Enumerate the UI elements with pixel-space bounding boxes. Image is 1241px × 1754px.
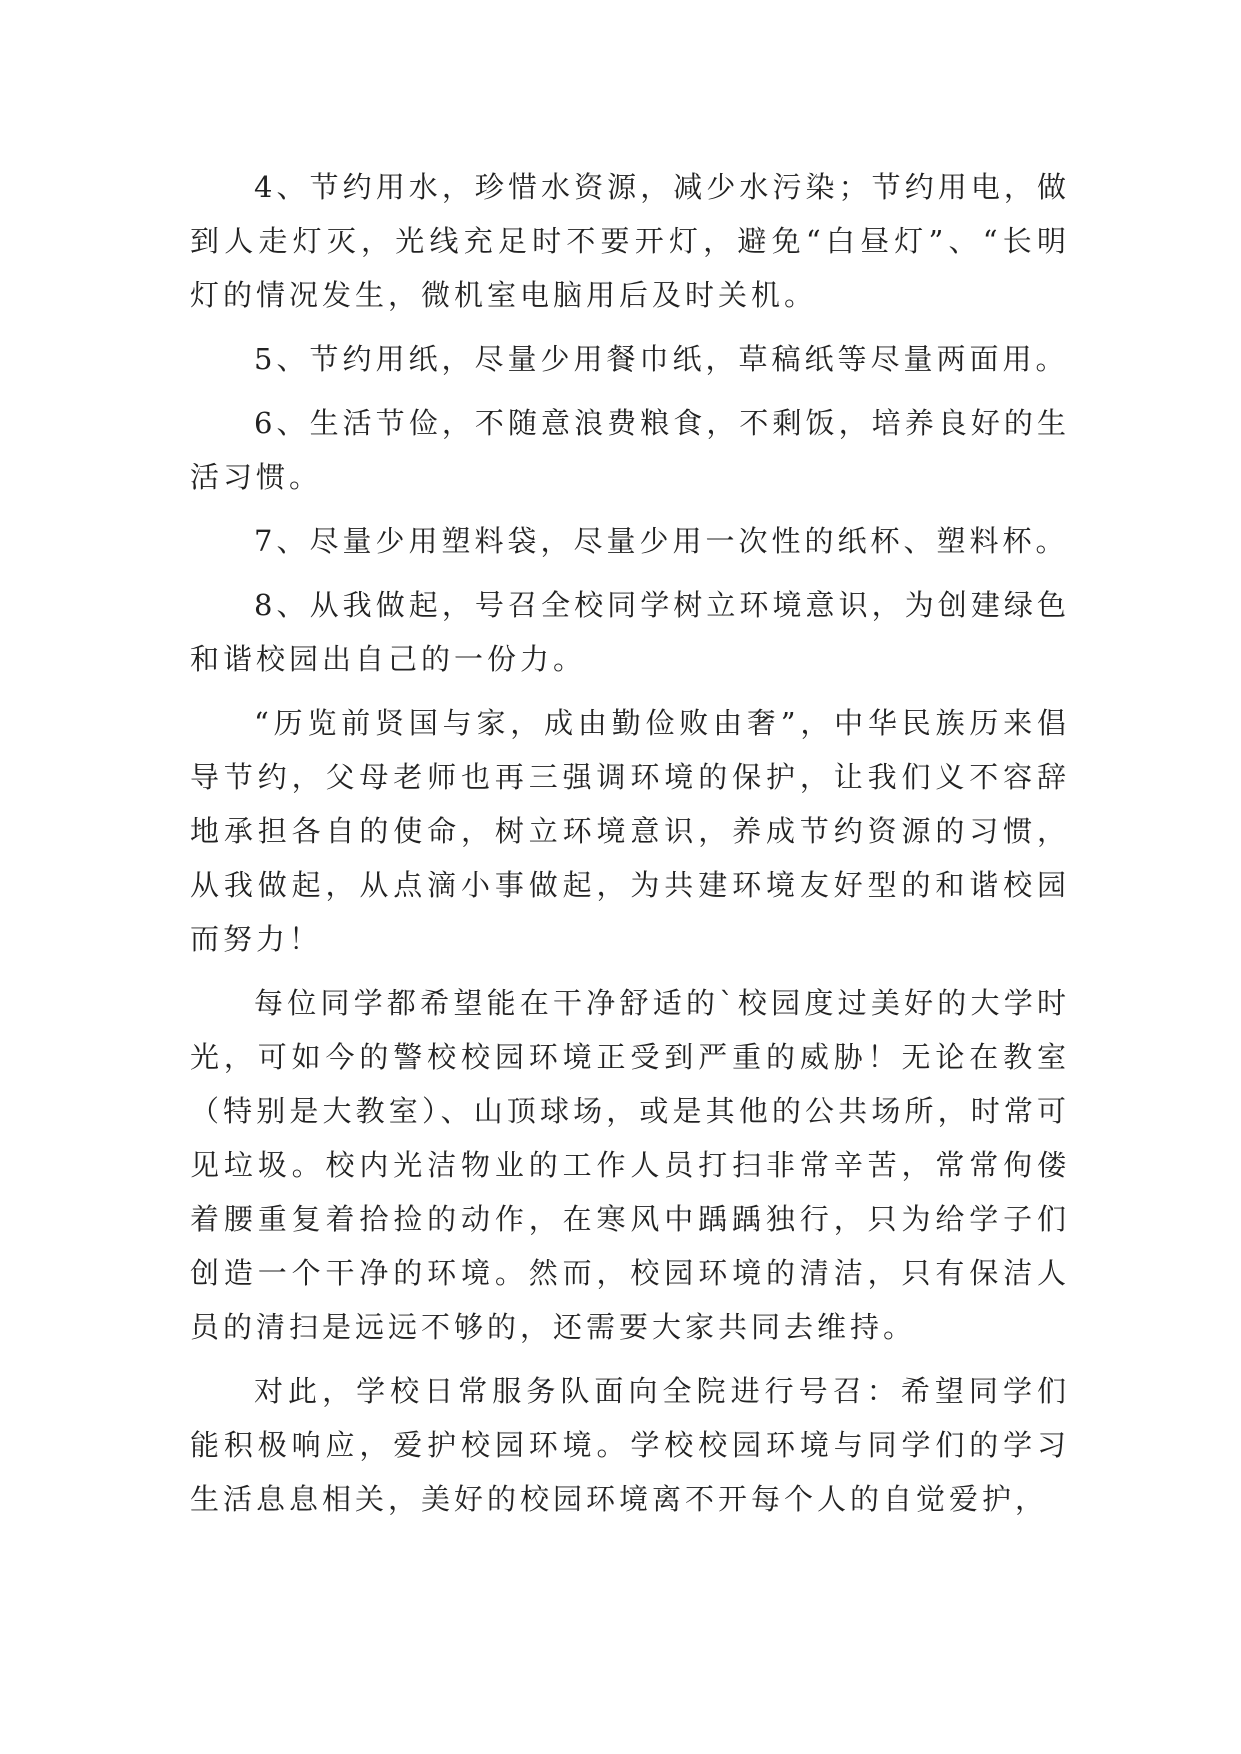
paragraph-item-8: 8、从我做起，号召全校同学树立环境意识，为创建绿色和谐校园出自己的一份力。 <box>190 588 1070 676</box>
document-body <box>190 160 1070 1536</box>
campus-environment-paragraph: 每位同学都希望能在干净舒适的`校园度过美好的大学时光，可如今的警校校园环境正受到严重的威胁！无论在教室（特别是大教室）、山顶球场，或是其他的公共场所，时常可见垃圾。校内光洁物业的工作人员打扫非常辛苦，常常佝偻着腰重复着拾捡的动作，在寒风中踽踽独行，只为给学子们创造一个干净的环境。然而，校园环境的清洁，只有保洁人员的清扫是远远不够的，还需要大家共同去维持。 <box>190 986 1070 1344</box>
quote-paragraph: “历览前贤国与家，成由勤俭败由奢”，中华民族历来倡导节约，父母老师也再三强调环境的保护，让我们义不容辞地承担各自的使命，树立环境意识，养成节约资源的习惯，从我做起，从点滴小事做起，为共建环境友好型的和谐校园而努力！ <box>190 706 1070 956</box>
service-team-call-paragraph: 对此，学校日常服务队面向全院进行号召：希望同学们能积极响应，爱护校园环境。学校校园环境与同学们的学习生活息息相关，美好的校园环境离不开每个人的自觉爱护， <box>190 1374 1070 1516</box>
paragraph-item-4: 4、节约用水，珍惜水资源，减少水污染；节约用电，做到人走灯灭，光线充足时不要开灯，避免“白昼灯”、“长明灯的情况发生，微机室电脑用后及时关机。 <box>190 170 1070 312</box>
paragraph-item-6: 6、生活节俭，不随意浪费粮食，不剩饭，培养良好的生活习惯。 <box>190 406 1070 494</box>
paragraph-item-5: 5、节约用纸，尽量少用餐巾纸，草稿纸等尽量两面用。 <box>254 342 1069 376</box>
paragraph-item-7: 7、尽量少用塑料袋，尽量少用一次性的纸杯、塑料杯。 <box>254 524 1069 558</box>
